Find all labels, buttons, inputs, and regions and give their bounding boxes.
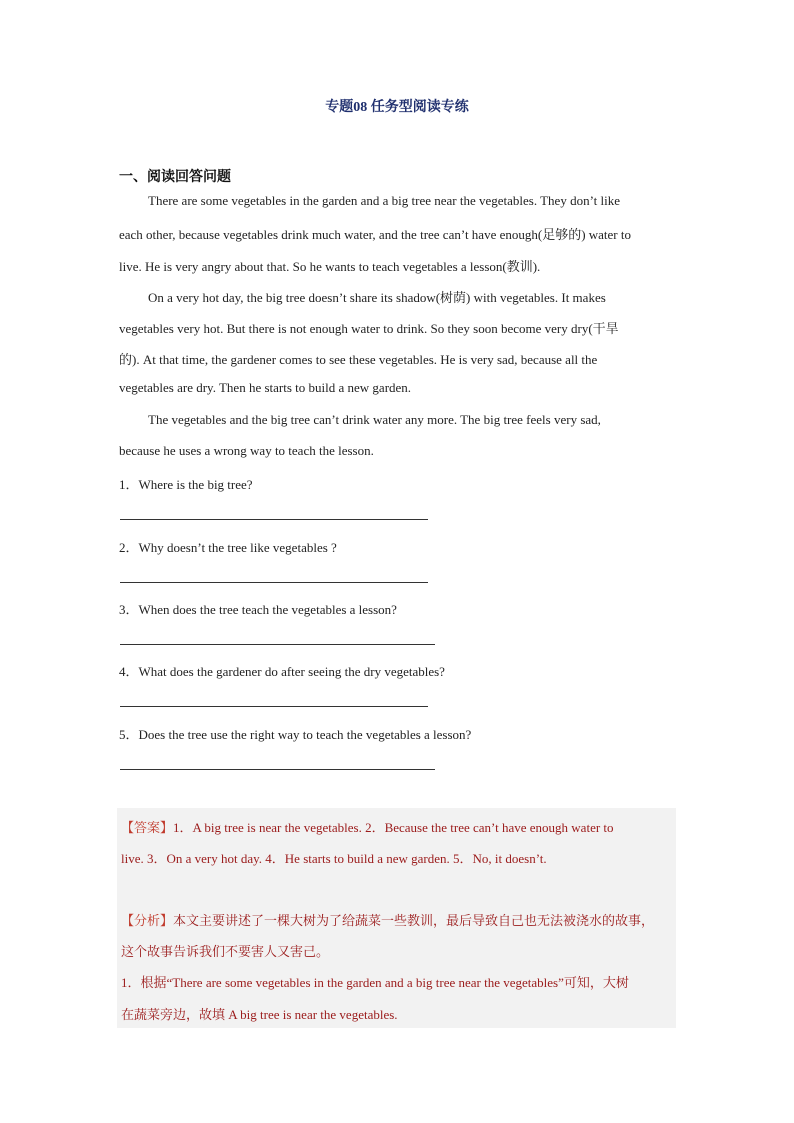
analysis-line: 这个故事告诉我们不要害人又害己。 (121, 944, 330, 959)
answer-line-3[interactable] (120, 644, 435, 645)
answer-line-5[interactable] (120, 769, 435, 770)
analysis-line (121, 910, 654, 929)
section-heading: 一、阅读回答问题 (119, 170, 231, 185)
passage-line: live. He is very angry about that. So he wants to teach vegetables a lesson(教训). (119, 259, 541, 274)
passage-line: vegetables are dry. Then he starts to build a new garden. (119, 380, 412, 395)
analysis-text: 本文主要讲述了一棵大树为了给蔬菜一些教训，最后导致自己也无法被浇水的故事， (173, 913, 655, 928)
answer-line-1[interactable] (120, 519, 428, 520)
passage-line: because he uses a wrong way to teach the lesson. (119, 443, 374, 458)
question-5: 5．Does the tree use the right way to teach the vegetables a lesson? (119, 727, 472, 742)
question-2: 2．Why doesn’t the tree like vegetables ? (119, 540, 337, 555)
answer-line: live. 3．On a very hot day. 4．He starts to build a new garden. 5．No, it doesn’t. (121, 851, 547, 866)
answer-line (121, 817, 614, 836)
answer-line-4[interactable] (120, 706, 428, 707)
analysis-detail-line: 1．根据“There are some vegetables in the garden and a big tree near the vegetables”可知，大树 (121, 975, 629, 990)
analysis-tag: 【分析】 (121, 913, 174, 928)
document-title: 专题08 任务型阅读专练 (325, 100, 469, 115)
answer-text: 1．A big tree is near the vegetables. 2．Because the tree can’t have enough water to (173, 820, 614, 835)
question-3: 3．When does the tree teach the vegetables a lesson? (119, 602, 397, 617)
answer-line-2[interactable] (120, 582, 428, 583)
passage-line: The vegetables and the big tree can’t drink water any more. The big tree feels very sad, (148, 412, 601, 427)
passage-line: each other, because vegetables drink much water, and the tree can’t have enough(足够的) water to (119, 227, 632, 242)
passage-line: There are some vegetables in the garden and a big tree near the vegetables. They don’t like (148, 193, 621, 208)
passage-line: 的). At that time, the gardener comes to see these vegetables. He is very sad, because all the (119, 352, 598, 367)
question-4: 4．What does the gardener do after seeing the dry vegetables? (119, 664, 445, 679)
passage-line: On a very hot day, the big tree doesn’t share its shadow(树荫) with vegetables. It makes (148, 290, 606, 305)
answer-tag: 【答案】 (121, 820, 174, 835)
passage-line: vegetables very hot. But there is not enough water to drink. So they soon become very dry(干旱 (119, 321, 619, 336)
question-1: 1．Where is the big tree? (119, 477, 253, 492)
analysis-detail-line: 在蔬菜旁边，故填 A big tree is near the vegetables. (121, 1007, 398, 1022)
